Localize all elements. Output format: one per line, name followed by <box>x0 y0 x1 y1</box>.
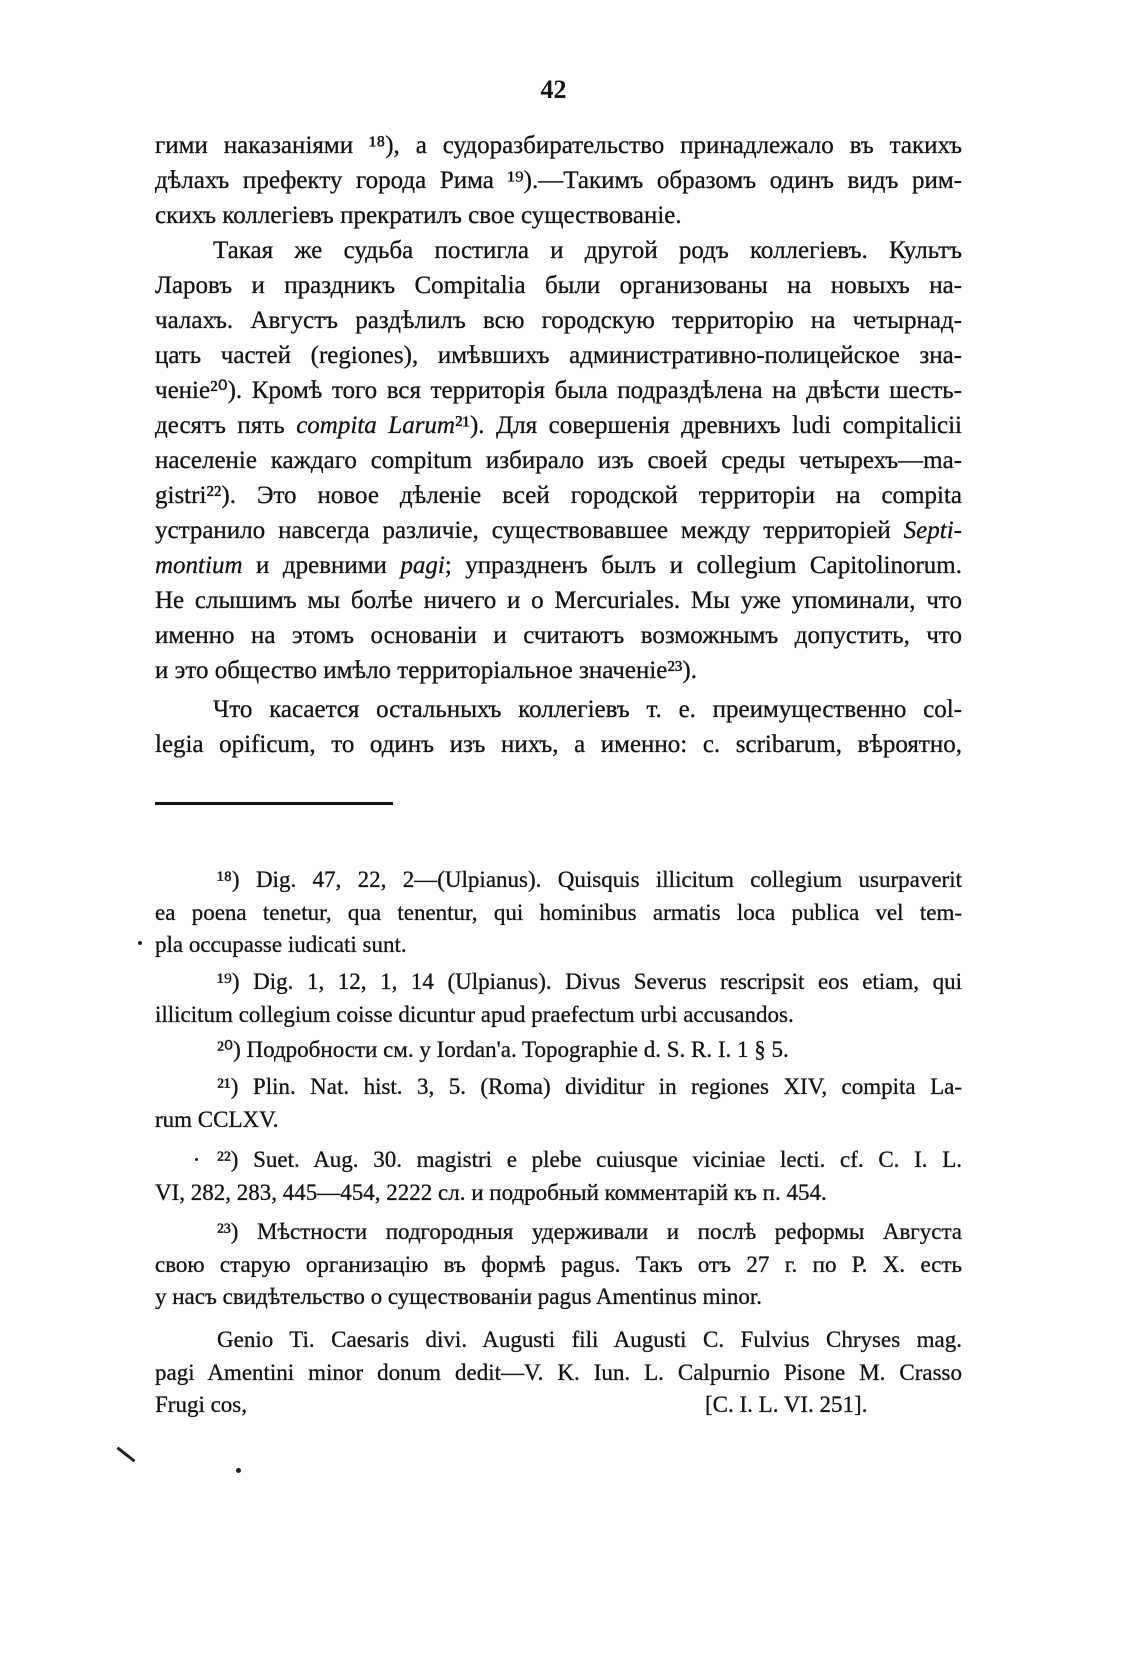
text-line: и это общество имѣло территоріальное значеніе²³). <box>155 657 697 684</box>
text-line <box>155 548 962 583</box>
text-line: именно на этомъ основаніи и считаютъ возможнымъ допустить, что <box>155 622 962 649</box>
text-segment: ; упраздненъ былъ и collegium Capitolinorum. <box>444 552 962 579</box>
text-line <box>155 513 962 548</box>
footnote-line: rum CCLXV. <box>155 1106 279 1132</box>
italic-term: pagi <box>400 552 445 579</box>
inscription-citation: [C. I. L. VI. 251]. <box>705 1392 868 1417</box>
footnote-line <box>155 1216 962 1249</box>
footnote-line: VI, 282, 283, 445—454, 2222 сл. и подробный комментарій къ п. 454. <box>155 1179 827 1205</box>
footnote-line: pla occupasse iudicati sunt. <box>155 932 407 957</box>
footnote-line <box>155 966 962 999</box>
text-line <box>155 408 962 443</box>
scan-speck <box>236 1468 241 1473</box>
footnote-marker: ²²) <box>217 1147 239 1172</box>
paragraph <box>155 692 962 762</box>
footnote-separator-rule <box>155 802 393 805</box>
footnote-text: Dig. 1, 12, 1, 14 (Ulpianus). Divus Severus rescripsit eos etiam, qui <box>253 969 962 994</box>
footnote-marker: ²³) <box>217 1219 239 1244</box>
text-segment: десятъ пять <box>155 412 297 439</box>
footnote-line: свою старую организацію въ формѣ pagus. Такъ отъ 27 г. по Р. Х. есть <box>155 1251 962 1277</box>
footnote-marker: ¹⁹) <box>217 969 240 994</box>
scan-speck <box>138 941 142 945</box>
footnote-line <box>155 1144 962 1177</box>
footnote-21 <box>155 1071 962 1136</box>
text-segment: устранило навсегда различіе, существовавшее между территоріей <box>155 517 904 544</box>
scan-speck <box>195 1158 198 1161</box>
footnote-line <box>155 1071 962 1104</box>
inscription-text: Frugi cos, <box>155 1392 247 1417</box>
footnote-line <box>155 1034 962 1067</box>
italic-term: Septi- <box>903 517 962 544</box>
italic-term: compita Larum <box>296 412 455 439</box>
footnote-text: Мѣстности подгородныя удерживали и послѣ реформы Августа <box>257 1219 962 1244</box>
paragraph <box>155 128 962 233</box>
paragraph <box>155 233 962 688</box>
footnote-line <box>155 864 962 897</box>
footnote-19 <box>155 966 962 1031</box>
footnote-text: Suet. Aug. 30. magistri e plebe cuiusque viciniae lecti. cf. C. I. L. <box>253 1147 963 1172</box>
footnote-text: Dig. 47, 22, 2—(Ulpianus). Quisquis illicitum collegium usurpaverit <box>255 867 962 892</box>
text-line: ченіе²⁰). Кромѣ того вся территорія была подраздѣлена на двѣсти шесть- <box>155 377 962 404</box>
text-segment: и древними <box>242 552 401 579</box>
footnote-20 <box>155 1034 962 1067</box>
text-line: гими наказаніями ¹⁸), а судоразбирательство принадлежало въ такихъ <box>155 132 962 159</box>
text-line: населеніе каждаго compitum избирало изъ своей среды четырехъ—ma- <box>155 447 962 474</box>
footnote-line: ea poena tenetur, qua tenentur, qui hominibus armatis loca publica vel tem- <box>155 899 962 925</box>
footnote-23 <box>155 1216 962 1314</box>
footnote-text: Plin. Nat. hist. 3, 5. (Roma) dividitur in regiones XIV, compita La- <box>252 1074 963 1099</box>
inscription-line: Genio Ti. Caesaris divi. Augusti fili Augusti C. Fulvius Chryses mag. <box>217 1327 962 1352</box>
inscription-line <box>155 1389 962 1422</box>
footnote-marker: ¹⁸) <box>217 867 240 892</box>
inscription-line: pagi Amentini minor donum dedit—V. K. Iun. L. Calpurnio Pisone M. Crasso <box>155 1359 962 1385</box>
footnote-line: illicitum collegium coisse dicuntur apud praefectum urbi accusandos. <box>155 1001 794 1027</box>
footnote-text: Подробности см. у Iordan'a. Topographie d. S. R. I. 1 § 5. <box>246 1037 789 1062</box>
text-line: чалахъ. Августъ раздѣлилъ всю городскую территорію на четырнад- <box>155 307 962 334</box>
text-line: скихъ коллегіевъ прекратилъ свое существованіе. <box>155 202 682 229</box>
text-line: Такая же судьба постигла и другой родъ коллегіевъ. Культъ <box>213 237 962 264</box>
page-number: 42 <box>540 75 567 104</box>
footnote-line: у насъ свидѣтельство о существованіи pagus Amentinus minor. <box>155 1284 763 1309</box>
footnote-22 <box>155 1144 962 1209</box>
text-segment: ²¹). Для совершенія древнихъ ludi compitalicii <box>454 412 962 439</box>
footnote-marker: ²⁰) <box>217 1037 241 1062</box>
text-line: цать частей (regiones), имѣвшихъ административно-полицейское зна- <box>155 342 962 369</box>
text-line: Что касается остальныхъ коллегіевъ т. е. преимущественно col- <box>213 696 962 723</box>
italic-term: montium <box>155 552 243 579</box>
footnote-18 <box>155 864 962 962</box>
scan-speck <box>116 1447 135 1463</box>
text-line: дѣлахъ префекту города Рима ¹⁹).—Такимъ образомъ одинъ видъ рим- <box>155 167 962 194</box>
text-line: Ларовъ и праздникъ Compitalia были организованы на новыхъ на- <box>155 272 962 299</box>
text-line: gistri²²). Это новое дѣленіе всей городской территоріи на compita <box>155 482 962 509</box>
footnote-marker: ²¹) <box>217 1074 239 1099</box>
text-line: Не слышимъ мы болѣе ничего и о Mercuriales. Мы уже упоминали, что <box>155 587 962 614</box>
text-line: legia opificum, то одинъ изъ нихъ, а именно: c. scribarum, вѣроятно, <box>155 731 962 758</box>
inscription <box>155 1324 962 1422</box>
